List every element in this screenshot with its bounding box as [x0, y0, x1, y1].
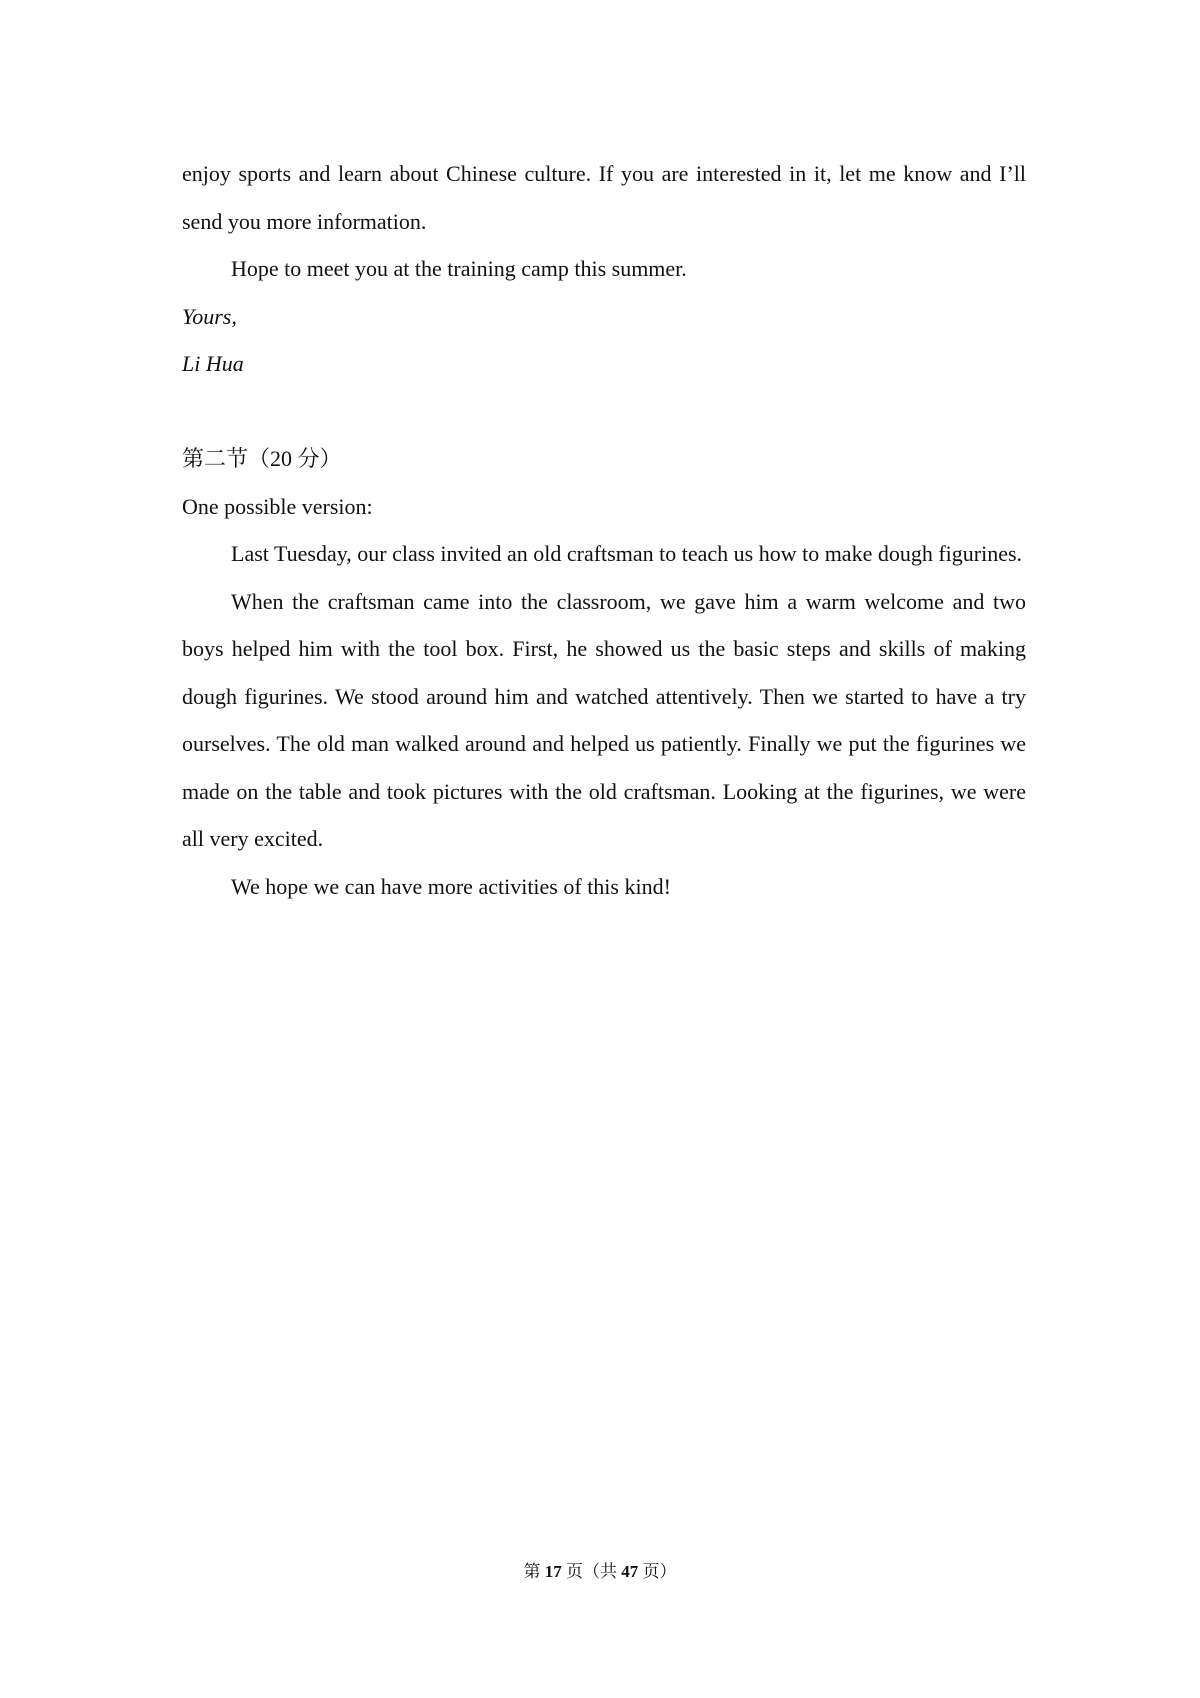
- section-heading: 第二节（20 分）: [182, 446, 342, 471]
- letter-continuation: enjoy sports and learn about Chinese culture. If you are interested in it, let me know and I’ll send you more information.: [182, 161, 1026, 234]
- footer-suffix: 页）: [642, 1562, 677, 1581]
- document-page: [182, 150, 1026, 910]
- letter-signature: Li Hua: [182, 351, 244, 376]
- essay-paragraph-1: Last Tuesday, our class invited an old craftsman to teach us how to make dough figurines.: [231, 541, 1023, 566]
- letter-closing-paragraph: Hope to meet you at the training camp this summer.: [231, 256, 687, 281]
- footer-middle: 页（共: [566, 1562, 617, 1581]
- letter-signoff: Yours,: [182, 303, 237, 329]
- version-label: One possible version:: [182, 493, 373, 519]
- essay-paragraph-3: We hope we can have more activities of this kind!: [231, 873, 671, 899]
- essay-paragraph-2: When the craftsman came into the classroom, we gave him a warm welcome and two boys helped him with the tool box. First, he showed us the basic steps and skills of making dough figurines. We stood around him and watched attentively. Then we started to have a try ourselves. The old man walked around and helped us patiently. Finally we put the figurines we made on the table and took pictures with the old craftsman. Looking at the figurines, we were all very excited.: [182, 588, 1026, 851]
- footer-page-number: 17: [544, 1562, 562, 1581]
- page-footer: [0, 1560, 1200, 1584]
- footer-total-pages: 47: [621, 1562, 639, 1581]
- footer-prefix: 第: [523, 1562, 541, 1581]
